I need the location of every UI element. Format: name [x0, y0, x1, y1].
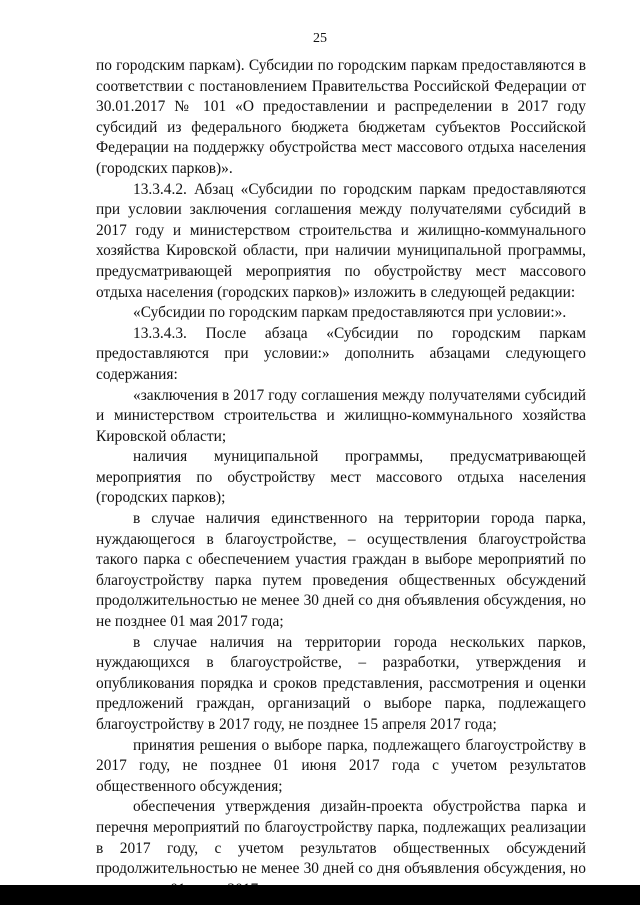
paragraph-condition-single-park: в случае наличия единственного на территории города парка, нуждающегося в благоустройстве, – осуществления благоустройства такого парка с обеспечением участия граждан в выборе мероприятий по благоустройству парка путем проведения общественных обсуждений продолжительностью не менее 30 дней со дня объявления обсуждения, но не позднее 01 мая 2017 года; [96, 510, 586, 631]
paragraph-13-3-4-3: 13.3.4.3. После абзаца «Субсидии по городским паркам предоставляются при условии:» дополнить абзацами следующего содержания: [96, 324, 586, 383]
page-number: 25 [313, 31, 327, 46]
paragraph-condition-decision: принятия решения о выборе парка, подлежащего благоустройству в 2017 году, не позднее 01 июня 2017 года с учетом результатов общественного обсуждения; [96, 736, 586, 795]
paragraph-new-wording: «Субсидии по городским паркам предоставляются при условии:». [133, 304, 567, 322]
paragraph-condition-program: наличия муниципальной программы, предусматривающей мероприятия по обустройству мест массового отдыха населения (городских парков); [96, 448, 586, 507]
paragraph-13-3-4-2: 13.3.4.2. Абзац «Субсидии по городским паркам предоставляются при условии заключения соглашения между получателями субсидий в 2017 году и министерством строительства и жилищно-коммунального хозяйства Кировской области, при наличии муниципальной программы, предусматривающей мероприятия по обустройству мест массового отдыха населения (городских парков)» изложить в следующей редакции: [96, 180, 586, 301]
paragraph-continuation: по городским паркам). Субсидии по городским паркам предоставляются в соответствии с постановлением Правительства Российской Федерации от 30.01.2017 № 101 «О предоставлении и распределении в 2017 году субсидий из федерального бюджета бюджетам субъектов Российской Федерации на поддержку обустройства мест массового отдыха населения (городских парков)». [96, 57, 586, 177]
paragraph-condition-several-parks: в случае наличия на территории города нескольких парков, нуждающихся в благоустройстве, – разработки, утверждения и опубликования порядка и сроков представления, рассмотрения и оценки предложений граждан, организаций о выборе парка, подлежащего благоустройству в 2017 году, не позднее 15 апреля 2017 года; [96, 633, 586, 733]
document-body [96, 56, 586, 900]
paragraph-condition-agreement: «заключения в 2017 году соглашения между получателями субсидий и министерством строительства и жилищно-коммунального хозяйства Кировской области; [96, 386, 586, 445]
paragraph-condition-design-project: обеспечения утверждения дизайн-проекта обустройства парка и перечня мероприятий по благоустройству парка, подлежащих реализации в 2017 году, с учетом результатов общественных обсуждений продолжительностью не менее 30 дней со дня объявления обсуждения, но [96, 798, 586, 878]
scan-bottom-border [0, 885, 640, 905]
